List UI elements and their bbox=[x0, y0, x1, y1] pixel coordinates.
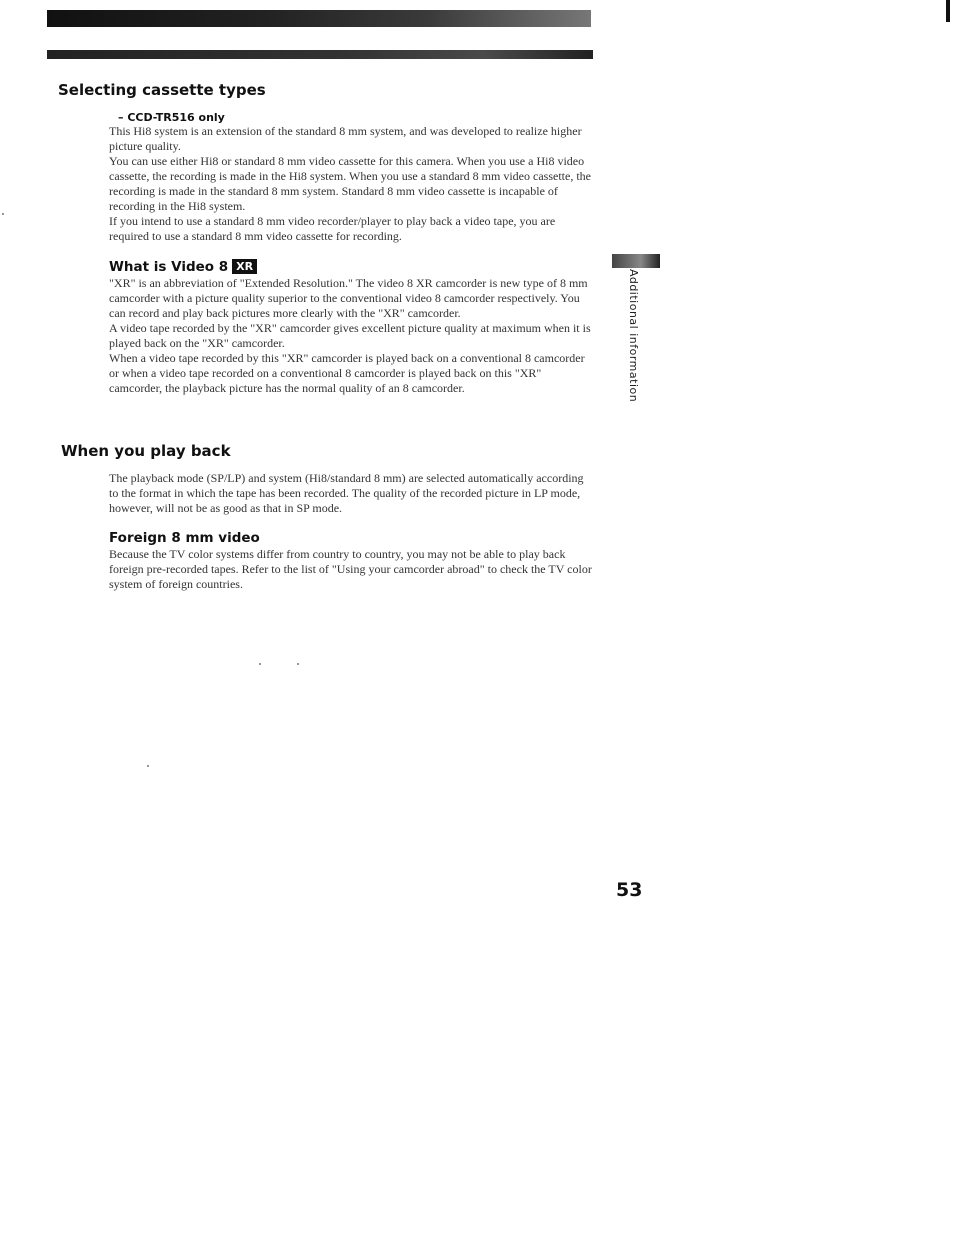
side-tab-marker bbox=[612, 254, 660, 268]
scan-speck bbox=[297, 663, 299, 665]
foreign-body bbox=[109, 547, 594, 592]
cassette-paragraph: You can use either Hi8 or standard 8 mm video cassette for this camera. When you use a Hi8 video cassette, the recording is made in the Hi8 system. When you use a standard 8 mm video cassette, the recording is made in the standard 8 mm system. Standard 8 mm video cassette is incapable of recording in the Hi8 system. bbox=[109, 154, 591, 213]
foreign-paragraph: Because the TV color systems differ from country to country, you may not be able to play back foreign pre-recorded tapes. Refer to the list of "Using your camcorder abroad" to check the TV color system of foreign countries. bbox=[109, 547, 592, 591]
xr-badge: XR bbox=[232, 259, 257, 274]
model-note: – CCD-TR516 only bbox=[118, 111, 225, 124]
video8-title-text: What is Video 8 bbox=[109, 259, 229, 275]
scan-speck bbox=[147, 765, 149, 767]
video8-paragraph: "XR" is an abbreviation of "Extended Resolution." The video 8 XR camcorder is new type of 8 mm camcorder with a picture quality superior to the conventional video 8 camcorder respectively. You can record and play back pictures more clearly with the "XR" camcorder. bbox=[109, 276, 588, 320]
page-edge-mark bbox=[946, 0, 950, 22]
cassette-body bbox=[109, 124, 594, 244]
cassette-paragraph: This Hi8 system is an extension of the standard 8 mm system, and was developed to realize higher picture quality. bbox=[109, 124, 582, 153]
playback-body bbox=[109, 471, 594, 516]
side-section-label: Additional information bbox=[627, 269, 640, 403]
video8-paragraph: When a video tape recorded by this "XR" camcorder is played back on a conventional 8 camcorder or when a video tape recorded on a conventional 8 camcorder is played back on this "XR" camcorder, the playback picture has the normal quality of an 8 camcorder. bbox=[109, 351, 585, 395]
header-bar-top bbox=[47, 10, 591, 27]
page-number: 53 bbox=[616, 879, 643, 901]
header-bar-bottom bbox=[47, 50, 593, 59]
section-title-cassette: Selecting cassette types bbox=[58, 81, 266, 99]
scan-speck bbox=[2, 213, 4, 215]
video8-body bbox=[109, 276, 594, 396]
section-title-playback: When you play back bbox=[61, 442, 231, 460]
video8-paragraph: A video tape recorded by the "XR" camcorder gives excellent picture quality at maximum when it is played back on the "XR" camcorder. bbox=[109, 321, 591, 350]
playback-paragraph: The playback mode (SP/LP) and system (Hi8/standard 8 mm) are selected automatically according to the format in which the tape has been recorded. The quality of the recorded picture in LP mode, however, will not be as good as that in SP mode. bbox=[109, 471, 584, 515]
scan-speck bbox=[259, 663, 261, 665]
section-title-foreign: Foreign 8 mm video bbox=[109, 530, 260, 546]
cassette-paragraph: If you intend to use a standard 8 mm video recorder/player to play back a video tape, you are required to use a standard 8 mm video cassette for recording. bbox=[109, 214, 556, 243]
section-title-video8 bbox=[109, 259, 257, 275]
